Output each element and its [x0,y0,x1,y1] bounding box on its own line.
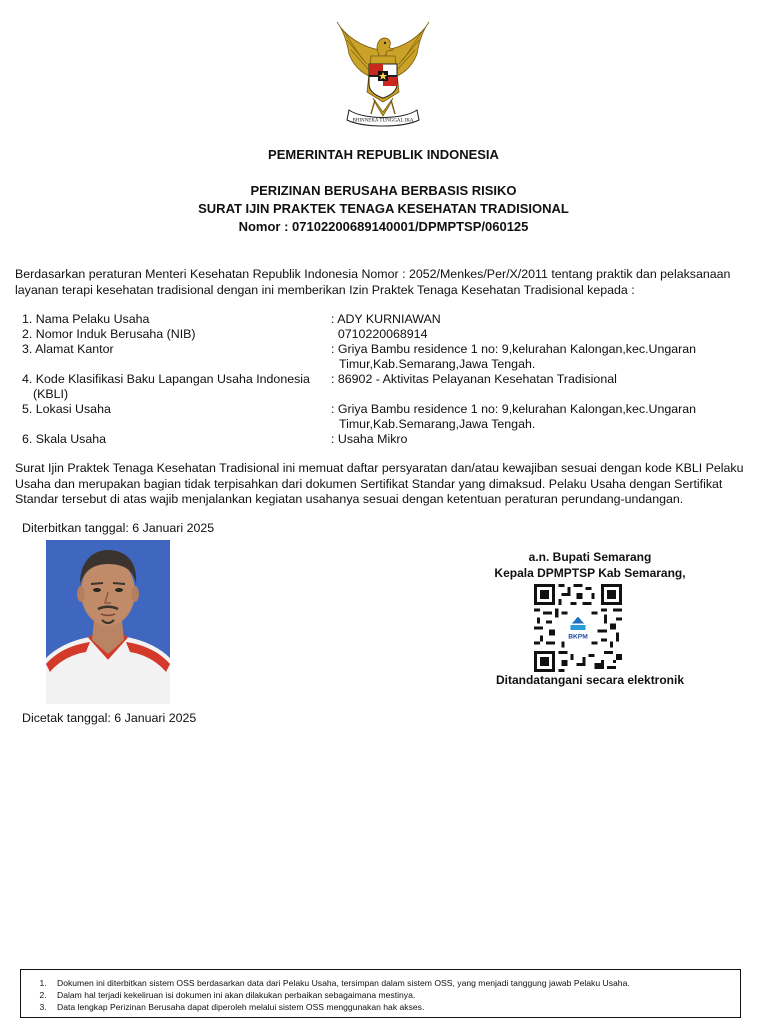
garuda-emblem [333,20,433,128]
field-value-lokasi [331,402,721,432]
footer-note-1: 1. Dokumen ini diterbitkan sistem OSS berdasarkan data dari Pelaku Usaha, tersimpan dalam sistem OSS, yang menjadi tanggung jawab Pelaku Usaha. [49,977,730,989]
field-value-kbli: : 86902 - Aktivitas Pelayanan Kesehatan Tradisional [331,372,617,386]
field-value-nib: 0710220068914 [331,327,428,341]
title-line-1: PERIZINAN BERUSAHA BERBASIS RISIKO [250,183,517,198]
field-label-nama: 1. Nama Pelaku Usaha [22,312,150,326]
holder-photo [46,540,170,704]
printed-date: Dicetak tanggal: 6 Januari 2025 [22,711,197,725]
kbli-label-line-2: (KBLI) [33,387,69,401]
qr-logo-text: BKPM [568,633,588,641]
field-label-kbli [22,372,322,402]
portrait-image [46,540,170,704]
qr-code [534,584,622,672]
government-heading: PEMERINTAH REPUBLIK INDONESIA [268,147,499,162]
field-label-alamat: 3. Alamat Kantor [22,342,114,356]
lokasi-line-1: : Griya Bambu residence 1 no: 9,kelurahan Kalongan,kec.Ungaran [331,402,697,416]
field-value-skala: : Usaha Mikro [331,432,408,446]
alamat-line-1: : Griya Bambu residence 1 no: 9,kelurahan Kalongan,kec.Ungaran [331,342,697,356]
field-label-lokasi: 5. Lokasi Usaha [22,402,111,416]
lokasi-line-2: Timur,Kab.Semarang,Jawa Tengah. [339,417,536,431]
signature-footer: Ditandatangani secara elektronik [495,673,685,687]
kbli-label-line-1: 4. Kode Klasifikasi Baku Lapangan Usaha Indonesia [22,372,310,386]
field-label-skala: 6. Skala Usaha [22,432,107,446]
intro-paragraph: Berdasarkan peraturan Menteri Kesehatan Republik Indonesia Nomor : 2052/Menkes/Per/X/2011 tentang praktik dan pelaksanaan layanan terapi kesehatan tradisional dengan ini memberikan Izin Praktek Tenaga Kesehatan Tradisional kepada : [15,267,731,297]
document-number: Nomor : 07102200689140001/DPMPTSP/060125 [238,219,529,234]
signature-line-1: a.n. Bupati Semarang [528,550,652,564]
field-label-nib: 2. Nomor Induk Berusaha (NIB) [22,327,196,341]
issued-date: Diterbitkan tanggal: 6 Januari 2025 [22,521,215,535]
motto-text: BHINNEKA TUNGGAL IKA [352,118,414,124]
statement-paragraph: Surat Ijin Praktek Tenaga Kesehatan Tradisional ini memuat daftar persyaratan dan/atau kewajiban sesuai dengan kode KBLI Pelaku Usaha dan merupakan bagian tidak terpisahkan dari dokumen Sertifikat Standar yang dimaksud. Pelaku Usaha dengan Sertifikat Standar tersebut di atas wajib menjalankan kegiatan usahanya sesuai dengan ketentuan peraturan perundang-undangan. [15,461,744,506]
field-value-alamat [331,342,721,372]
footer-notes-list [31,977,730,1013]
alamat-line-2: Timur,Kab.Semarang,Jawa Tengah. [339,357,536,371]
title-line-2: SURAT IJIN PRAKTEK TENAGA KESEHATAN TRADISIONAL [198,201,569,216]
field-value-nama: : ADY KURNIAWAN [331,312,441,326]
footer-note-2: 2. Dalam hal terjadi kekeliruan isi dokumen ini akan dilakukan perbaikan sebagaimana mestinya. [49,989,730,1001]
signature-line-2: Kepala DPMPTSP Kab Semarang, [494,566,686,580]
footer-note-3: 3. Data lengkap Perizinan Berusaha dapat diperoleh melalui sistem OSS menggunakan hak akses. [49,1001,730,1013]
footer-notes-box [20,969,741,1018]
